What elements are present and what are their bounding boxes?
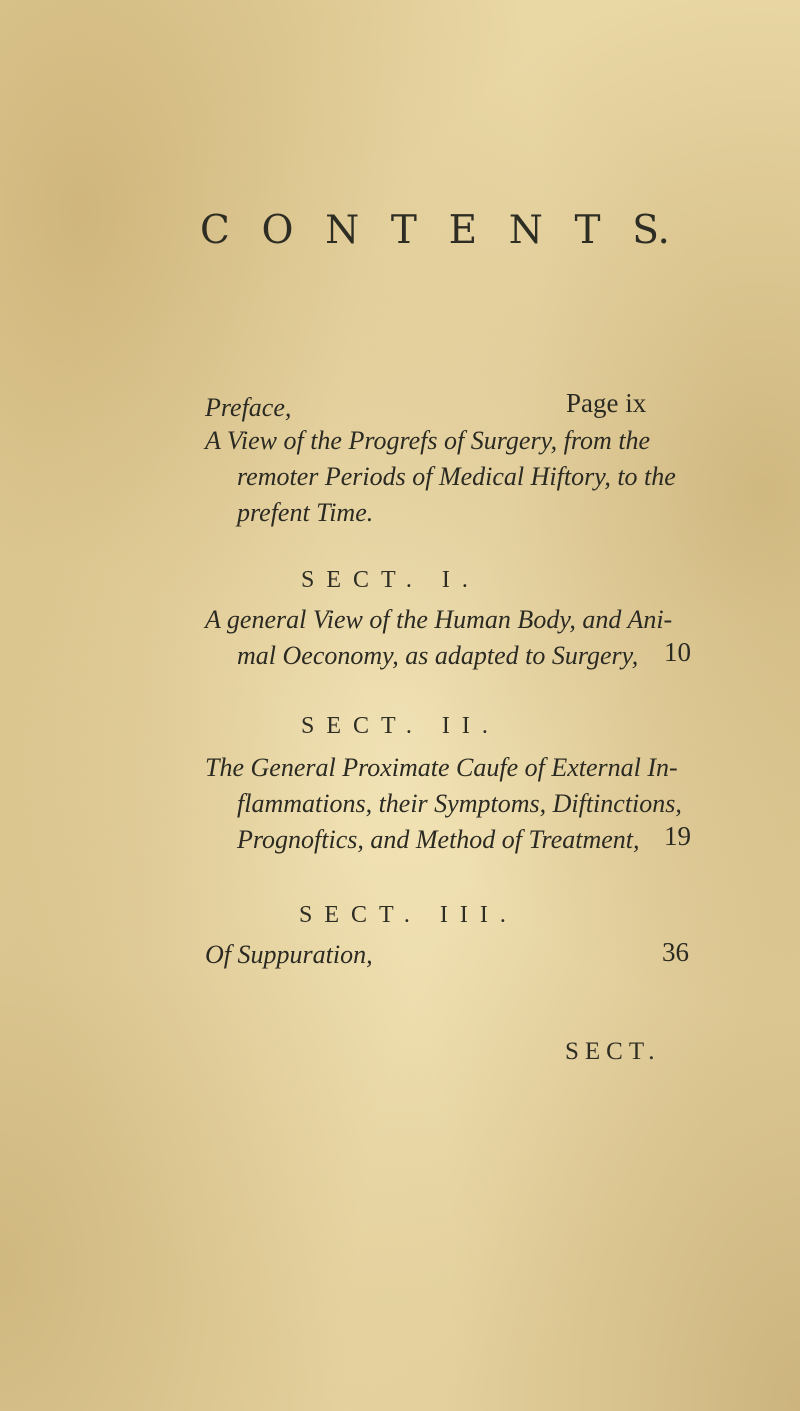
intro-entry xyxy=(205,423,676,531)
entry-line: A general View of the Human Body, and Ani- xyxy=(205,605,673,634)
entry-line: Prognoftics, and Method of Treatment, xyxy=(237,825,640,854)
heading-letter: N xyxy=(508,208,543,253)
entry-line: flammations, their Symptoms, Diftinctions, xyxy=(237,789,682,818)
heading-letter: S. xyxy=(632,208,670,253)
section-entry xyxy=(205,750,682,858)
preface-label: Preface, xyxy=(205,393,292,422)
entry-line: The General Proximate Caufe of External In- xyxy=(205,753,678,782)
entry-line: mal Oeconomy, as adapted to Surgery, xyxy=(237,641,639,670)
section-heading: SECT. I. xyxy=(301,567,480,593)
entry-line: remoter Periods of Medical Hiftory, to the xyxy=(237,462,676,491)
section-heading: SECT. III. xyxy=(299,902,518,928)
contents-heading xyxy=(200,208,670,253)
heading-letter: C xyxy=(200,208,230,253)
heading-letter: T xyxy=(574,208,601,253)
heading-letter: E xyxy=(448,208,478,253)
catchword: SECT. xyxy=(565,1038,661,1065)
section-page: 19 xyxy=(664,821,691,851)
heading-letter: N xyxy=(325,208,360,253)
section-page: 36 xyxy=(662,937,689,967)
entry-line: prefent Time. xyxy=(237,498,374,527)
section-entry xyxy=(205,937,373,973)
heading-letter: O xyxy=(261,208,294,253)
heading-letter: T xyxy=(390,208,417,253)
section-entry xyxy=(205,602,672,674)
section-page: 10 xyxy=(664,637,691,667)
entry-line: Of Suppuration, xyxy=(205,940,373,969)
section-heading: SECT. II. xyxy=(301,713,500,739)
preface-page: Page ix xyxy=(566,388,647,418)
entry-line: A View of the Progrefs of Surgery, from the xyxy=(205,426,651,455)
